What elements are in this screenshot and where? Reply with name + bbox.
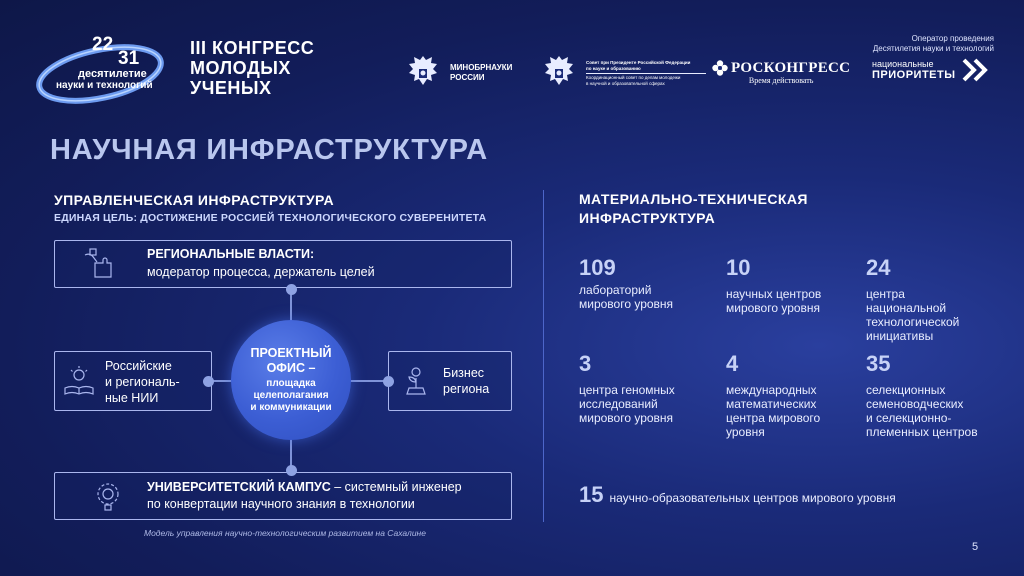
center-line4: целеполагания <box>253 390 329 401</box>
stat-label-line: национальной <box>866 301 947 315</box>
business-line1: Бизнес <box>443 366 485 380</box>
stat-label-line: мирового уровня <box>726 301 821 315</box>
bottom-stat-label: научно-образовательных центров мирового уровня <box>609 491 896 505</box>
nii-line1: Российские <box>105 359 172 373</box>
bottom-stat <box>579 482 896 508</box>
stat-item <box>726 256 821 315</box>
stat-label-line: племенных центров <box>866 425 978 439</box>
congress-title <box>190 38 314 98</box>
university-campus-box <box>54 472 512 520</box>
campus-text2: по конвертации научного знания в технологии <box>147 497 415 511</box>
material-heading-line2: ИНФРАСТРУКТУРА <box>579 210 716 226</box>
book-lightbulb-icon <box>62 364 96 398</box>
center-line3: площадка <box>266 378 316 389</box>
page-number: 5 <box>972 541 979 553</box>
minobrnauki-logo <box>404 52 512 94</box>
stat-label-line: центра мирового <box>726 411 821 425</box>
material-heading-line1: МАТЕРИАЛЬНО-ТЕХНИЧЕСКАЯ <box>579 191 808 207</box>
logo-number-bottom: 31 <box>118 48 140 69</box>
congress-line-2: МОЛОДЫХ <box>190 58 291 78</box>
council-line4: в научной и образовательной сферах <box>586 80 665 86</box>
research-institutes-box <box>54 351 212 411</box>
stat-item <box>579 256 673 311</box>
minobr-line2: РОССИИ <box>450 73 485 82</box>
stat-item <box>866 352 978 439</box>
stat-number: 10 <box>726 255 751 280</box>
council-line1: Совет при Президенте Российской Федерации <box>586 59 691 65</box>
council-logo <box>540 52 706 94</box>
vertical-divider <box>543 190 544 522</box>
operator-line2: Десятилетия науки и технологий <box>872 44 994 53</box>
stat-label-line: мирового уровня <box>579 411 674 425</box>
logo-line2: науки и технологий <box>56 80 153 91</box>
eagle-emblem-icon <box>540 52 578 94</box>
business-text <box>443 365 489 397</box>
stat-label-line: международных <box>726 383 817 397</box>
business-box <box>388 351 512 411</box>
regional-title: РЕГИОНАЛЬНЫЕ ВЛАСТИ: <box>147 247 315 261</box>
center-line5: и коммуникации <box>250 402 332 413</box>
national-priorities-logo <box>872 58 990 82</box>
business-line2: региона <box>443 382 490 396</box>
roscongress-name: РОСКОНГРЕСС <box>731 60 851 76</box>
stat-label-line: и селекционно- <box>866 411 952 425</box>
stat-item <box>866 256 959 343</box>
nii-line2: и региональ- <box>105 375 180 389</box>
operator-label <box>873 34 994 54</box>
diagram-caption: Модель управления научно-технологическим развитием на Сахалине <box>144 528 426 538</box>
roscongress-tagline: Время действовать <box>748 76 814 85</box>
minobr-line1: МИНОБРНАУКИ <box>450 63 513 72</box>
regional-authorities-box <box>54 240 512 288</box>
campus-title: УНИВЕРСИТЕТСКИЙ КАМПУС <box>147 480 331 494</box>
project-office-circle <box>231 320 351 440</box>
roscongress-flower-icon <box>712 60 728 76</box>
plant-bulb-icon <box>399 364 433 398</box>
management-heading: УПРАВЛЕНЧЕСКАЯ ИНФРАСТРУКТУРА <box>54 192 335 208</box>
stat-number: 24 <box>866 255 891 280</box>
bottom-stat-number: 15 <box>579 482 604 507</box>
connector-left <box>212 380 232 382</box>
regional-text: модератор процесса, держатель целей <box>147 265 375 279</box>
eagle-emblem-icon <box>404 52 442 94</box>
stat-label-line: семеноводческих <box>866 397 964 411</box>
nii-text <box>105 358 180 406</box>
center-line1: ПРОЕКТНЫЙ <box>250 346 332 360</box>
stat-label-line: центра геномных <box>579 383 675 397</box>
congress-line-3: УЧЕНЫХ <box>190 78 272 98</box>
stat-label-line: центра <box>866 287 905 301</box>
campus-text-line1 <box>147 479 462 495</box>
stat-label-line: математических <box>726 397 817 411</box>
center-line2: ОФИС – <box>266 361 316 375</box>
stat-label-line: научных центров <box>726 287 822 301</box>
connector-dot-left <box>203 376 214 387</box>
logo-line1: десятилетие <box>78 68 147 80</box>
nii-line3: ные НИИ <box>105 391 159 405</box>
campus-text1: – системный инженер <box>330 480 462 494</box>
connector-dot-top <box>286 284 297 295</box>
stat-number: 35 <box>866 351 891 376</box>
stat-label-line: уровня <box>726 425 765 439</box>
council-line2: по науке и образованию <box>586 66 706 74</box>
congress-line-1: III КОНГРЕСС <box>190 38 315 58</box>
stat-label-line: селекционных <box>866 383 946 397</box>
double-chevron-icon <box>960 58 990 82</box>
council-line3: Координационный совет по делам молодежи <box>586 74 681 80</box>
stat-label-line: технологической <box>866 315 960 329</box>
stat-number: 109 <box>579 255 616 280</box>
connector-dot-bottom <box>286 465 297 476</box>
roscongress-logo <box>712 60 850 86</box>
connector-dot-right <box>383 376 394 387</box>
page-title: НАУЧНАЯ ИНФРАСТРУКТУРА <box>50 134 488 166</box>
stat-label-line: исследований <box>579 397 658 411</box>
stat-item <box>726 352 820 439</box>
natprio-line1: национальные <box>872 59 934 69</box>
stat-item <box>579 352 675 425</box>
stat-number: 3 <box>579 351 592 376</box>
material-heading <box>579 190 808 228</box>
stat-label-line: лабораторий <box>579 283 652 297</box>
puzzle-hand-icon <box>81 247 115 281</box>
stat-number: 4 <box>726 351 739 376</box>
operator-line1: Оператор проведения <box>911 34 994 43</box>
decade-logo <box>34 28 174 108</box>
stat-label-line: мирового уровня <box>579 297 674 311</box>
gear-lightbulb-icon <box>91 479 125 513</box>
management-subheading: ЕДИНАЯ ЦЕЛЬ: ДОСТИЖЕНИЕ РОССИЕЙ ТЕХНОЛОГИЧЕСКОГО СУВЕРЕНИТЕТА <box>54 212 487 224</box>
natprio-line2: ПРИОРИТЕТЫ <box>872 69 956 81</box>
logo-number-top: 22 <box>92 34 114 55</box>
stat-label-line: инициативы <box>866 329 934 343</box>
